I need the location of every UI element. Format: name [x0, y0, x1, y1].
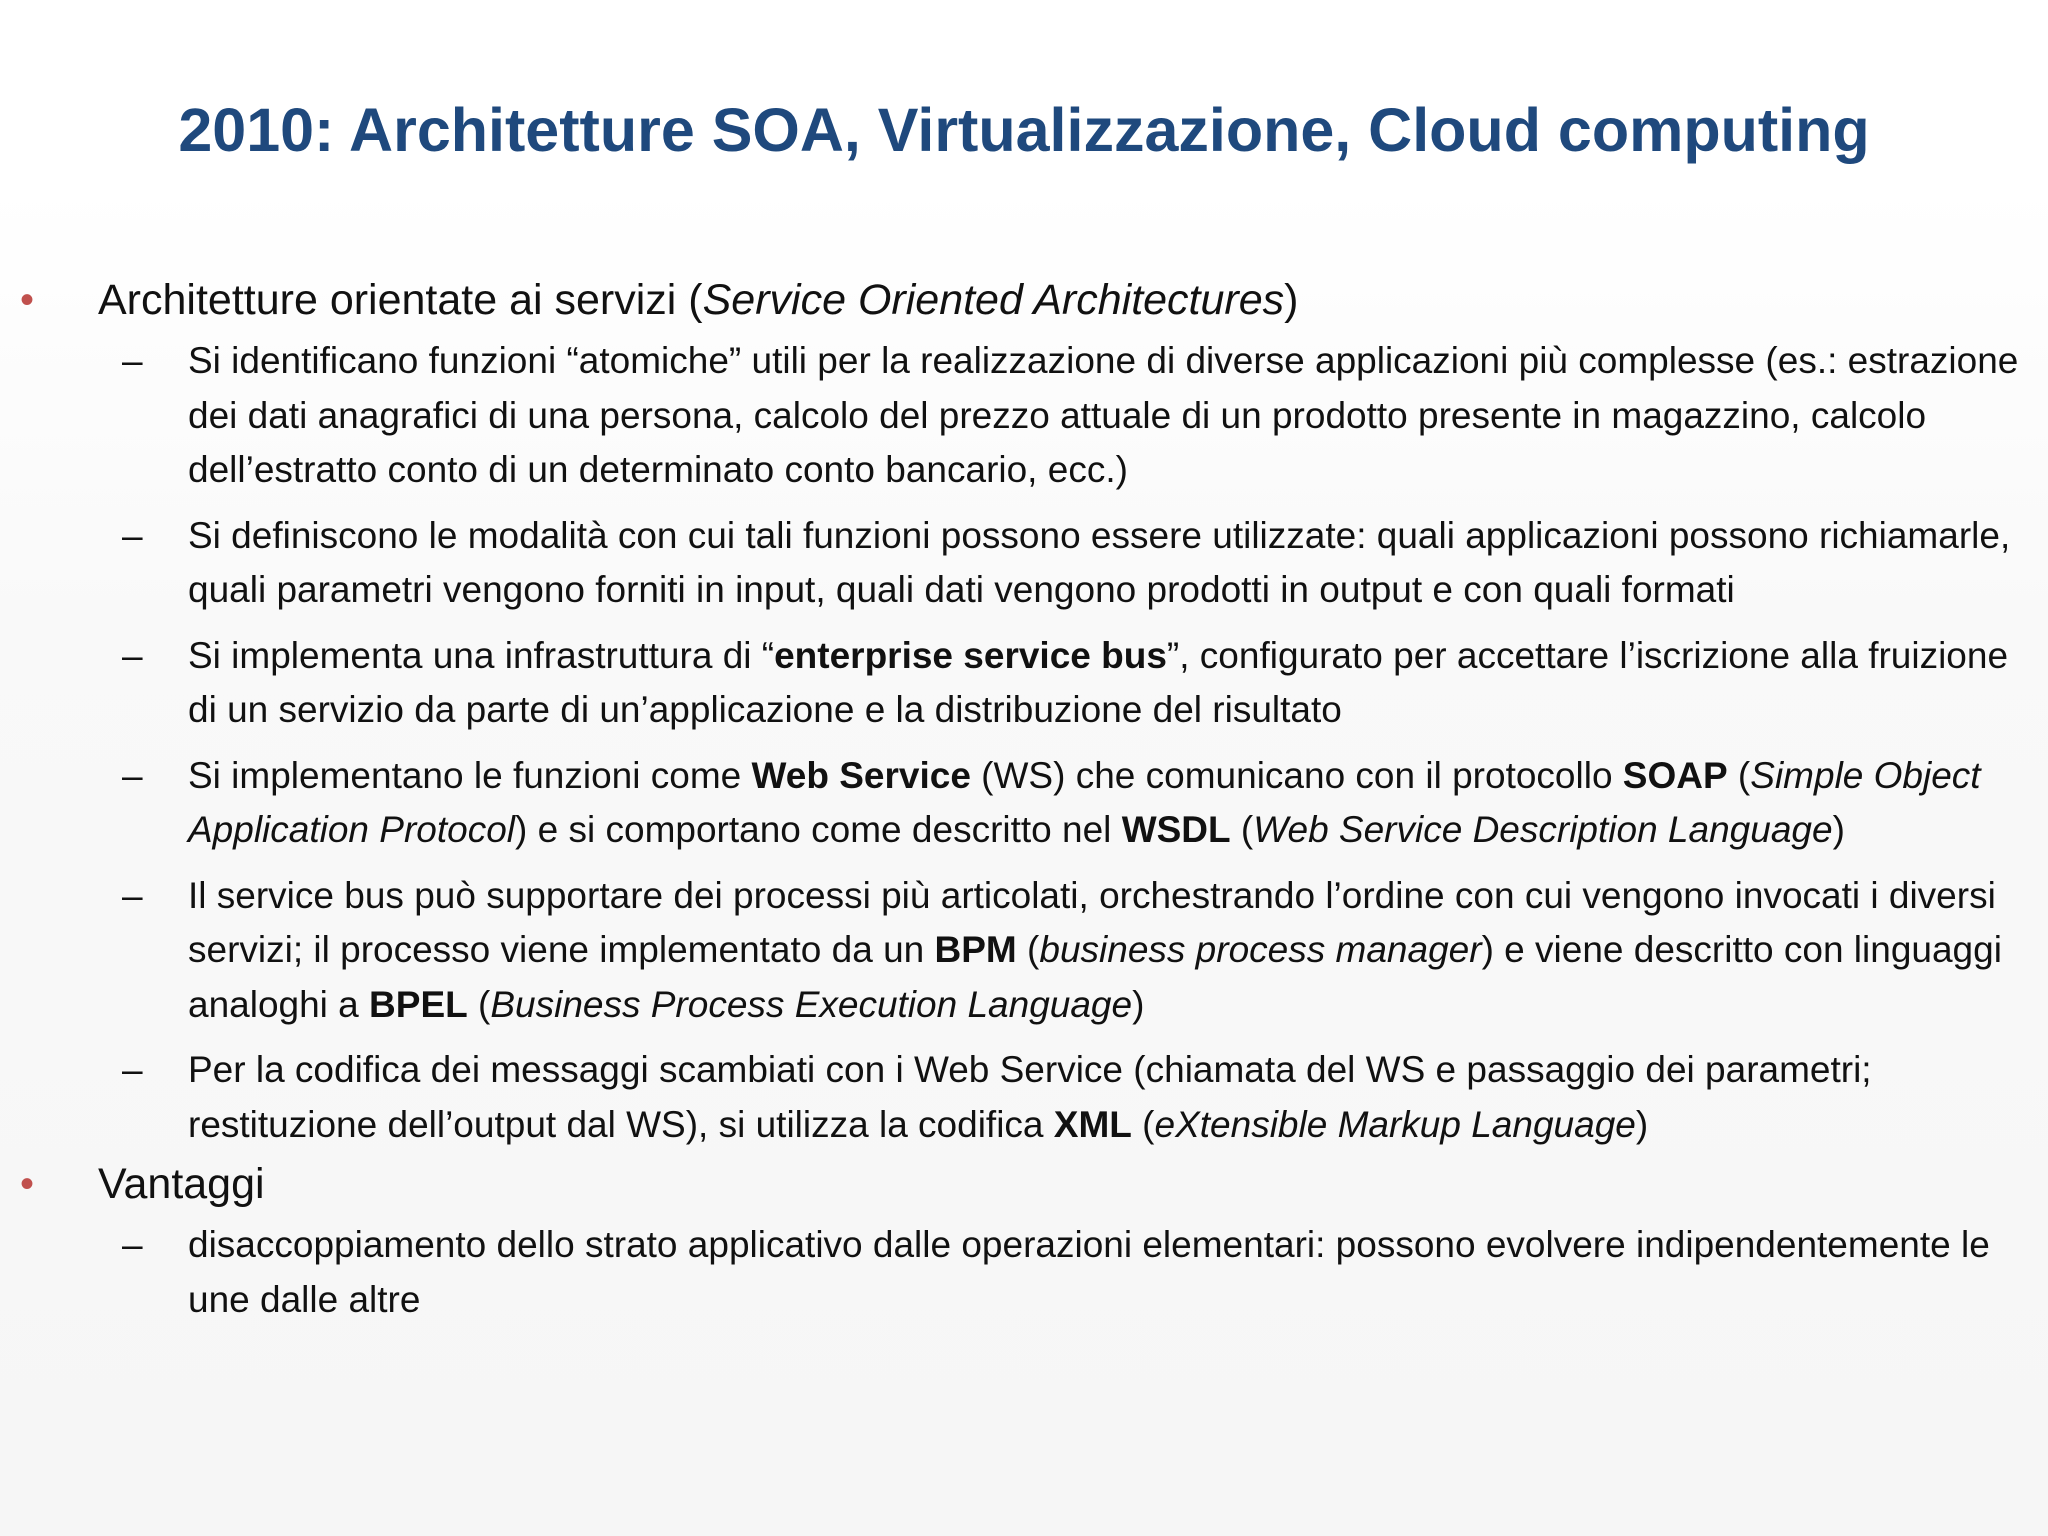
item-text: (WS) che comunicano con il protocollo	[970, 754, 1623, 796]
term-soap: SOAP	[1622, 754, 1728, 796]
item-text: Si definiscono le modalità con cui tali funzioni possono essere utilizzate: quali applicazioni possono richiamarle, quali parametri vengono forniti in input, quali dati vengono prodotti in output e con quali formati	[188, 514, 2011, 610]
sub-item-disaccoppiamento	[0, 1218, 2048, 1327]
item-text: disaccoppiamento dello strato applicativo dalle operazioni elementari: possono evolvere indipendentemente le une dalle altre	[188, 1224, 1990, 1320]
item-text: Si implementa una infrastruttura di “	[188, 634, 775, 676]
item-text: ) e si comportano come descritto nel	[515, 809, 1122, 850]
item-text: )	[1132, 983, 1145, 1025]
dash-icon: –	[122, 634, 143, 676]
item-text: (	[1230, 809, 1254, 850]
sub-item-modalita	[0, 509, 2048, 618]
sub-item-service-bus	[0, 629, 2048, 738]
item-text: Il service bus può supportare dei processi più articolati, orchestrando l’ordine con cui vengono invocati i diversi servizi; il processo viene implementato da un	[188, 874, 1996, 970]
bullet-soa-heading	[0, 268, 2048, 332]
heading-text: Architetture orientate ai servizi (	[98, 276, 703, 324]
item-text: ) e viene descritto con linguaggi analoghi a	[188, 929, 2002, 1025]
item-text: Per la codifica dei messaggi scambiati con i Web Service (chiamata del WS e passaggio dei parametri; restituzione dell’output dal WS), si utilizza la codifica	[188, 1049, 1872, 1145]
item-text: (	[467, 983, 491, 1025]
item-text: )	[1832, 809, 1845, 850]
dash-icon: –	[122, 754, 143, 796]
sub-item-xml	[0, 1043, 2048, 1152]
term-bpel-expansion: Business Process Execution Language	[490, 983, 1133, 1025]
bullet-icon: •	[20, 1162, 35, 1206]
heading-text: Vantaggi	[98, 1160, 265, 1208]
dash-icon: –	[122, 1224, 143, 1265]
item-text: (	[1131, 1103, 1155, 1145]
sub-item-funzioni-atomiche	[0, 334, 2048, 498]
sub-item-web-service	[0, 749, 2048, 858]
term-enterprise-service-bus: enterprise service bus	[774, 634, 1167, 676]
term-bpm: BPM	[934, 929, 1017, 970]
dash-icon: –	[122, 340, 143, 381]
term-xml: XML	[1053, 1103, 1132, 1145]
term-wsdl: WSDL	[1121, 809, 1231, 850]
slide-body	[0, 268, 2048, 1327]
term-soap-expansion: Simple Object Application Protocol	[188, 754, 1981, 850]
heading-italic: Service Oriented Architectures	[702, 276, 1285, 324]
dash-icon: –	[122, 1049, 143, 1090]
slide-title: 2010: Architetture SOA, Virtualizzazione, Cloud computing	[178, 96, 1870, 164]
item-text: (	[1016, 929, 1040, 970]
term-wsdl-expansion: Web Service Description Language	[1253, 809, 1833, 850]
term-bpm-expansion: business process manager	[1039, 929, 1482, 970]
sub-item-bpm	[0, 869, 2048, 1033]
item-text: )	[1635, 1103, 1649, 1145]
term-bpel: BPEL	[369, 983, 468, 1025]
item-text: (	[1727, 754, 1751, 796]
bullet-icon: •	[20, 278, 35, 322]
dash-icon: –	[122, 514, 143, 556]
item-text: Si identificano funzioni “atomiche” utili per la realizzazione di diverse applicazioni più complesse (es.: estrazione dei dati anagrafici di una persona, calcolo del prezzo attuale di un prodotto presente in magazzino, calcolo dell’estratto conto di un determinato conto bancario, ecc.)	[188, 340, 2019, 490]
bullet-vantaggi-heading	[0, 1152, 2048, 1216]
heading-text-end: )	[1284, 276, 1299, 324]
term-xml-expansion: eXtensible Markup Language	[1154, 1103, 1636, 1145]
term-web-service: Web Service	[751, 754, 971, 796]
dash-icon: –	[122, 874, 143, 916]
item-text: Si implementano le funzioni come	[188, 754, 752, 796]
item-text: ”, configurato per accettare l’iscrizione alla fruizione di un servizio da parte di un’applicazione e la distribuzione del risultato	[188, 634, 2009, 730]
